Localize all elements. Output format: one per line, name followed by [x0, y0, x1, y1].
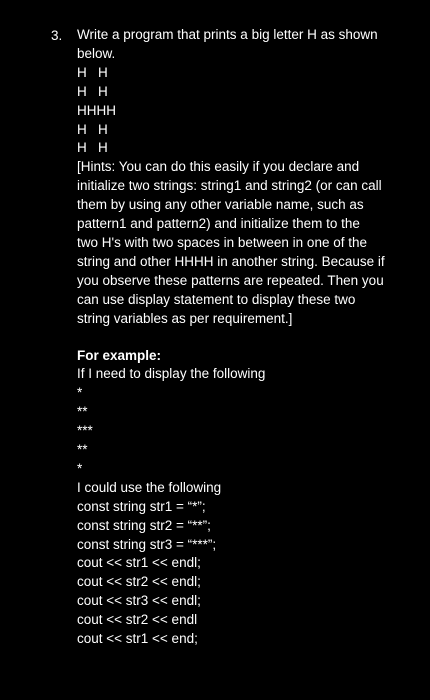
pattern-line: HHHH: [77, 102, 116, 118]
star-line: **: [77, 404, 88, 420]
code-line: cout << str3 << endl;: [77, 593, 201, 609]
code-intro: I could use the following: [77, 479, 222, 495]
star-line: *: [77, 460, 83, 476]
hint-line: string variables as per requirement.]: [77, 310, 293, 326]
question-3: [52, 26, 402, 649]
star-line: **: [77, 442, 88, 458]
code-line: const string str1 = “*”;: [77, 498, 206, 514]
code-line: const string str2 = “**”;: [77, 517, 211, 533]
code-line: const string str3 = “***”;: [77, 536, 217, 552]
hint-line: you observe these patterns are repeated. Then you: [77, 272, 384, 288]
pattern-line: H H: [77, 64, 108, 80]
star-line: ***: [77, 423, 93, 439]
star-pattern: [77, 384, 402, 479]
question-body: [77, 26, 402, 649]
pattern-line: H H: [77, 121, 108, 137]
code-line: cout << str1 << endl;: [77, 555, 201, 571]
pattern-line: H H: [77, 140, 108, 156]
example-intro: If I need to display the following: [77, 366, 266, 382]
code-line: cout << str2 << endl: [77, 612, 198, 628]
question-intro: [77, 26, 402, 64]
question-number: 3.: [51, 28, 63, 43]
example-heading: For example:: [77, 347, 162, 363]
intro-line: below.: [77, 45, 116, 61]
hint-line: string and other HHHH in another string. Because if: [77, 253, 385, 269]
star-line: *: [77, 385, 83, 401]
hint-line: pattern1 and pattern2) and initialize them to the: [77, 216, 360, 232]
hint-line: [Hints: You can do this easily if you declare and: [77, 159, 360, 175]
code-block: [77, 498, 402, 649]
hint-paragraph: [77, 158, 402, 328]
intro-line: Write a program that prints a big letter H as shown: [77, 27, 378, 42]
hint-line: two H's with two spaces in between in one of the: [77, 234, 367, 250]
hint-line: them by using any other variable name, such as: [77, 197, 364, 213]
code-line: cout << str1 << end;: [77, 631, 198, 647]
hint-line: can use display statement to display these two: [77, 291, 356, 307]
h-pattern: [77, 64, 402, 159]
spacer: [77, 329, 402, 347]
code-line: cout << str2 << endl;: [77, 574, 201, 590]
pattern-line: H H: [77, 83, 108, 99]
hint-line: initialize two strings: string1 and string2 (or can call: [77, 178, 382, 194]
